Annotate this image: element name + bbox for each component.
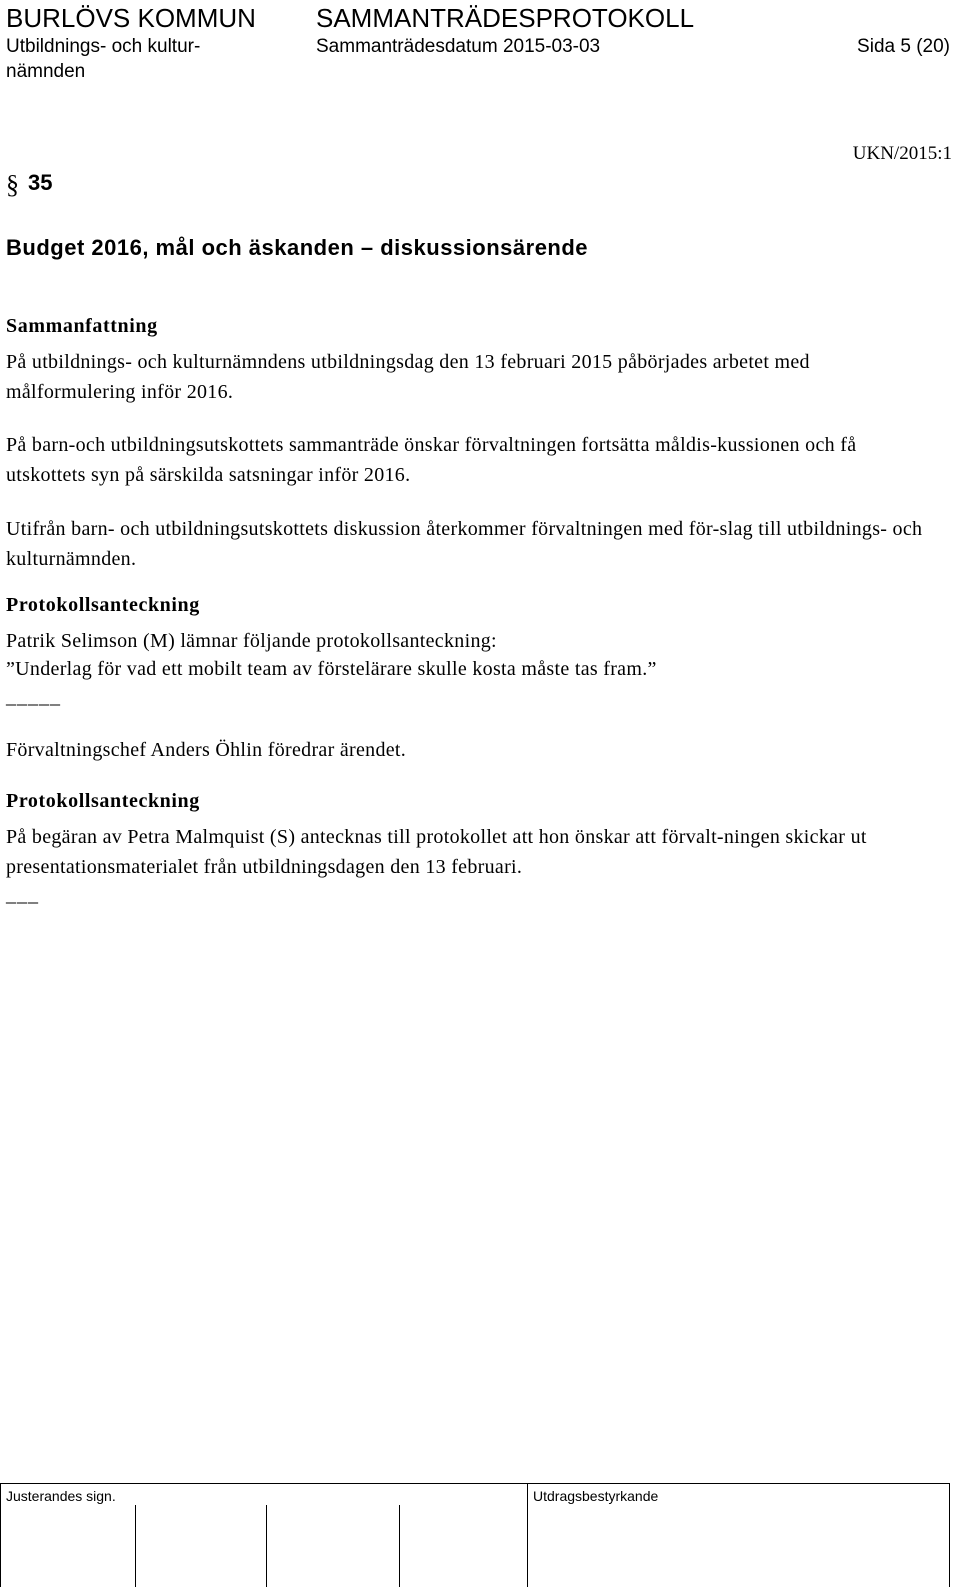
footer-divider <box>266 1505 267 1587</box>
footer-divider <box>949 1483 950 1587</box>
presenter-line: Förvaltningschef Anders Öhlin föredrar ärendet. <box>6 739 407 761</box>
org-name: BURLÖVS KOMMUN <box>6 3 256 33</box>
footer-divider <box>135 1505 136 1587</box>
note1-line1: Patrik Selimson (M) lämnar följande protokollsanteckning: <box>6 630 497 652</box>
note1-heading: Protokollsanteckning <box>6 594 200 616</box>
meeting-date <box>316 36 600 58</box>
signature-footer <box>0 1483 950 1587</box>
committee-name-line2: nämnden <box>6 61 86 82</box>
summary-heading: Sammanfattning <box>6 315 158 337</box>
justerandes-sign-label: Justerandes sign. <box>6 1488 116 1504</box>
summary-paragraph-1: På utbildnings- och kulturnämndens utbildningsdag den 13 februari 2015 påbörjades arbetet med målformulering inför 2016. <box>6 351 810 403</box>
note1-separator: _____ <box>6 686 61 708</box>
utdragsbestyrkande-label: Utdragsbestyrkande <box>533 1488 659 1504</box>
paragraph-symbol: § <box>6 170 19 199</box>
footer-divider <box>399 1505 400 1587</box>
summary-paragraph-2: På barn-och utbildningsutskottets sammanträde önskar förvaltningen fortsätta måldis-kussionen och få utskottets syn på särskilda satsningar inför 2016. <box>6 434 857 486</box>
meeting-date-value: 2015-03-03 <box>502 36 601 57</box>
note2-separator: ___ <box>6 884 39 906</box>
note1-quote: ”Underlag för vad ett mobilt team av förstelärare skulle kosta måste tas fram.” <box>6 658 657 680</box>
footer-divider <box>527 1483 528 1587</box>
summary-paragraph-3: Utifrån barn- och utbildningsutskottets diskussion återkommer förvaltningen med för-slag till utbildnings- och kulturnämnden. <box>6 518 923 570</box>
footer-divider <box>0 1483 1 1587</box>
committee-name-line1: Utbildnings- och kultur- <box>6 36 201 57</box>
document-type: SAMMANTRÄDESPROTOKOLL <box>316 3 695 33</box>
meeting-date-label: Sammanträdesdatum <box>316 36 498 57</box>
section-number: 35 <box>28 170 53 195</box>
page-number: Sida 5 (20) <box>857 36 950 57</box>
note2-heading: Protokollsanteckning <box>6 790 200 812</box>
footer-top-rule <box>0 1483 950 1484</box>
item-title: Budget 2016, mål och äskanden – diskussionsärende <box>6 235 589 260</box>
case-reference: UKN/2015:1 <box>852 143 952 164</box>
note2-text: På begäran av Petra Malmquist (S) antecknas till protokollet att hon önskar att förvalt-ningen skickar ut presentationsmaterialet från utbildningsdagen den 13 februari. <box>6 826 867 878</box>
